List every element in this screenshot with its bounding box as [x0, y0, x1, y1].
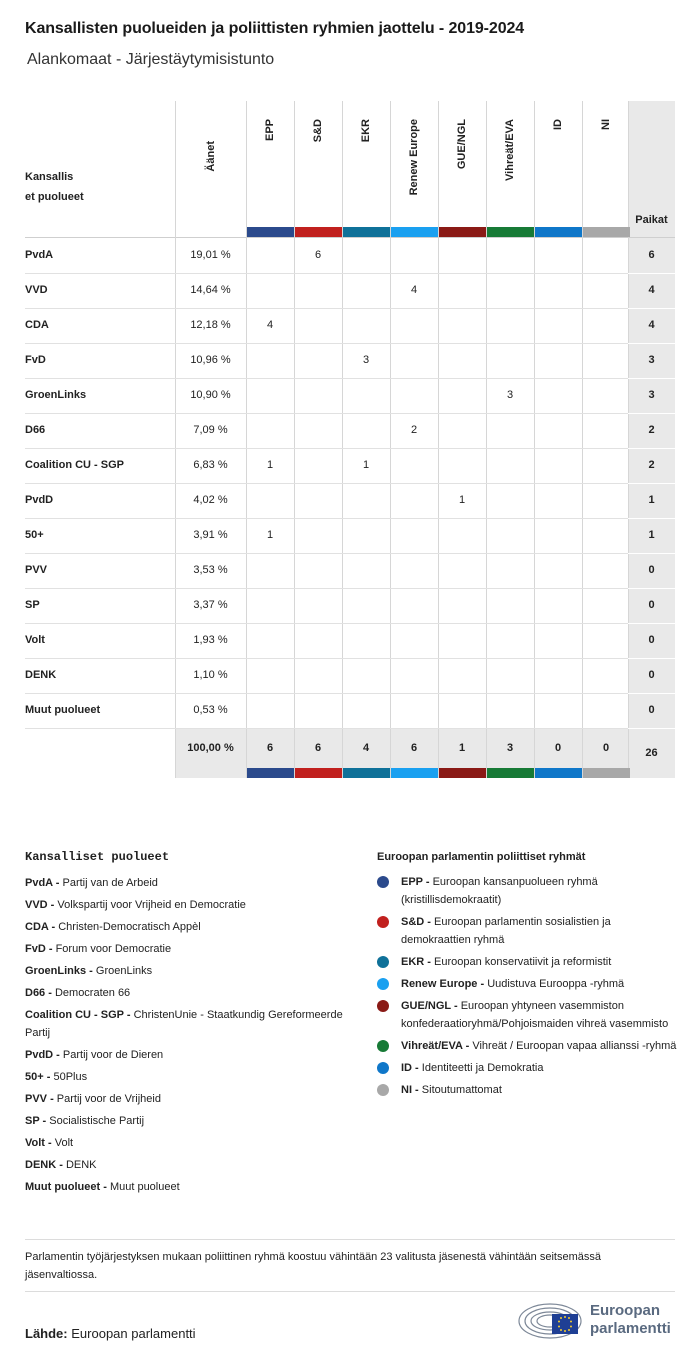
group-color-strip [535, 768, 582, 778]
group-color-strip [343, 768, 390, 778]
total-seats: 0 [648, 704, 655, 716]
group-column-header: NI [600, 119, 612, 130]
total-seats: 1 [648, 494, 655, 506]
group-full-name: Vihreät / Euroopan vapaa allianssi -ryhmä [472, 1040, 677, 1052]
party-name: CDA [25, 319, 49, 331]
table-row [25, 518, 675, 553]
national-legend-item [25, 1178, 345, 1196]
party-name: D66 [25, 424, 46, 436]
total-seats: 2 [648, 459, 655, 471]
table-row [25, 588, 675, 623]
party-name: Coalition CU - SGP [25, 459, 124, 471]
groups-legend-title: Euroopan parlamentin poliittiset ryhmät [377, 851, 586, 863]
group-abbreviation: EPP - [401, 876, 430, 888]
source-label: Lähde: [25, 1326, 68, 1341]
vote-share: 1,93 % [193, 634, 228, 646]
group-color-dot-icon [377, 916, 389, 928]
table-row [25, 343, 675, 378]
party-name: Volt [25, 634, 45, 646]
vote-share: 10,96 % [190, 354, 231, 366]
party-full-name: GroenLinks [95, 965, 153, 977]
group-total-cell: 6 [410, 742, 418, 754]
logo-line-2: parlamentti [590, 1320, 671, 1337]
party-abbreviation: CDA - [25, 921, 56, 933]
party-name: PvdA [25, 249, 54, 261]
vote-share: 1,10 % [193, 669, 228, 681]
group-total-cell: 1 [458, 742, 466, 754]
group-total-cell: 6 [314, 742, 322, 754]
total-seats: 4 [648, 284, 655, 296]
national-legend-title: Kansalliset puolueet [25, 850, 170, 864]
group-abbreviation: ID - [401, 1062, 419, 1074]
party-name: FvD [25, 354, 46, 366]
divider [25, 1239, 675, 1240]
total-seats: 0 [648, 564, 655, 576]
group-legend-item [377, 913, 677, 949]
vote-share: 19,01 % [190, 249, 231, 261]
national-legend-item [25, 1006, 345, 1042]
vote-share: 14,64 % [190, 284, 231, 296]
national-parties-legend [25, 850, 345, 1200]
table-row [25, 448, 675, 483]
seat-count-cell: 2 [410, 424, 418, 436]
party-name: DENK [25, 669, 57, 681]
source-line [25, 1326, 196, 1341]
group-full-name: Sitoutumattomat [421, 1084, 502, 1096]
group-abbreviation: EKR - [401, 956, 431, 968]
seat-count-cell: 4 [266, 319, 274, 331]
table-row [25, 693, 675, 728]
group-color-strip [487, 768, 534, 778]
group-full-name: Uudistuva Eurooppa -ryhmä [487, 978, 625, 990]
group-color-strip [391, 227, 438, 237]
logo-line-1: Euroopan [590, 1302, 660, 1319]
national-legend-item [25, 1090, 345, 1108]
european-parliament-logo [518, 1302, 678, 1340]
group-abbreviation: S&D - [401, 916, 431, 928]
table-row [25, 553, 675, 588]
party-abbreviation: VVD - [25, 899, 55, 911]
group-color-dot-icon [377, 1062, 389, 1074]
table-row [25, 623, 675, 658]
group-legend-item [377, 953, 677, 971]
page-subtitle: Alankomaat - Järjestäytymisistunto [27, 51, 275, 68]
vote-share: 7,09 % [193, 424, 228, 436]
party-abbreviation: Muut puolueet - [25, 1181, 107, 1193]
group-color-strip [487, 227, 534, 237]
group-legend-item [377, 975, 677, 993]
divider [25, 1291, 675, 1292]
total-seats: 0 [648, 599, 655, 611]
party-full-name: DENK [65, 1159, 97, 1171]
vote-share: 0,53 % [193, 704, 228, 716]
group-total-cell: 4 [362, 742, 370, 754]
total-seats: 0 [648, 634, 655, 646]
table-row [25, 413, 675, 448]
seat-count-cell: 3 [362, 354, 370, 366]
group-color-strip [439, 227, 486, 237]
total-seats: 6 [648, 249, 655, 261]
party-full-name: Volt [54, 1137, 74, 1149]
table-row [25, 378, 675, 413]
parties-column-header: Kansallis et puolueet [25, 171, 84, 203]
vote-share: 12,18 % [190, 319, 231, 331]
table-row [25, 483, 675, 518]
group-full-name: Euroopan parlamentin sosialistien ja demokraattien ryhmä [401, 916, 611, 946]
total-seats: 2 [648, 424, 655, 436]
vote-share: 4,02 % [193, 494, 228, 506]
group-color-dot-icon [377, 1000, 389, 1012]
table-row [25, 273, 675, 308]
political-groups-legend [377, 851, 677, 1103]
national-legend-item [25, 962, 345, 980]
group-column-header: GUE/NGL [456, 119, 468, 170]
group-column-header: S&D [312, 119, 324, 143]
total-seats: 0 [648, 669, 655, 681]
party-full-name: Christen-Democratisch Appèl [58, 921, 201, 933]
group-legend-item [377, 1059, 677, 1077]
total-vote-share: 100,00 % [187, 742, 234, 754]
group-abbreviation: GUE/NGL - [401, 1000, 458, 1012]
group-total-cell: 3 [506, 742, 514, 754]
group-total-cell: 6 [266, 742, 274, 754]
national-legend-item [25, 1112, 345, 1130]
total-seats: 4 [648, 319, 655, 331]
distribution-table [25, 101, 675, 778]
vote-share: 3,53 % [193, 564, 228, 576]
party-full-name: Democraten 66 [54, 987, 131, 999]
group-legend-item [377, 1081, 677, 1099]
national-legend-item [25, 874, 345, 892]
table-row [25, 308, 675, 343]
group-color-dot-icon [377, 956, 389, 968]
group-full-name: Euroopan yhtyneen vasemmiston konfederaatioryhmä/Pohjoismaiden vihreä vasemmisto [401, 1000, 669, 1030]
national-legend-item [25, 1134, 345, 1152]
party-name: PvdD [25, 494, 54, 506]
vote-share: 3,91 % [193, 529, 228, 541]
group-color-strip [247, 227, 294, 237]
party-full-name: Partij van de Arbeid [62, 877, 158, 889]
party-abbreviation: PVV - [25, 1093, 54, 1105]
group-column-header: Renew Europe [408, 119, 420, 196]
party-full-name: Socialistische Partij [49, 1115, 145, 1127]
table-row [25, 658, 675, 693]
national-legend-item [25, 984, 345, 1002]
group-color-strip [295, 768, 342, 778]
group-color-dot-icon [377, 1084, 389, 1096]
seats-column-header: Paikat [635, 214, 668, 226]
total-seats: 1 [648, 529, 655, 541]
party-name: PVV [25, 564, 48, 576]
total-seats: 3 [648, 389, 655, 401]
seat-count-cell: 1 [458, 494, 466, 506]
grand-total-seats: 26 [645, 747, 658, 759]
parliament-hemicycle-icon [518, 1302, 588, 1340]
national-legend-item [25, 940, 345, 958]
seat-count-cell: 1 [266, 459, 274, 471]
votes-column-header: Äänet [204, 141, 217, 172]
vote-share: 3,37 % [193, 599, 228, 611]
party-full-name: Forum voor Democratie [55, 943, 172, 955]
group-column-header: Vihreät/EVA [504, 119, 516, 181]
party-name: 50+ [25, 529, 44, 541]
group-column-header: EKR [360, 119, 372, 143]
group-column-header: EPP [264, 119, 276, 142]
group-total-cell: 0 [554, 742, 562, 754]
party-name: SP [25, 599, 40, 611]
group-full-name: Identiteetti ja Demokratia [421, 1062, 544, 1074]
party-name: Muut puolueet [25, 704, 101, 716]
group-color-dot-icon [377, 978, 389, 990]
seat-count-cell: 3 [506, 389, 514, 401]
party-abbreviation: D66 - [25, 987, 52, 999]
footnote: Parlamentin työjärjestyksen mukaan poliittinen ryhmä koostuu vähintään 23 valitusta jäsenestä vähintään seitsemässä jäsenvaltiossa. [25, 1251, 601, 1281]
page-title: Kansallisten puolueiden ja poliittisten ryhmien jaottelu - 2019-2024 [25, 20, 525, 37]
party-abbreviation: DENK - [25, 1159, 63, 1171]
group-color-strip [343, 227, 390, 237]
total-seats: 3 [648, 354, 655, 366]
party-full-name: Volkspartij voor Vrijheid en Democratie [57, 899, 246, 911]
group-legend-item [377, 873, 677, 909]
group-color-strip [247, 768, 294, 778]
seat-count-cell: 6 [314, 249, 322, 261]
party-full-name: ChristenUnie - Staatkundig Gereformeerde Partij [25, 1009, 343, 1039]
group-color-strip [535, 227, 582, 237]
group-abbreviation: NI - [401, 1084, 419, 1096]
seat-count-cell: 1 [362, 459, 370, 471]
party-abbreviation: SP - [25, 1115, 47, 1127]
party-abbreviation: GroenLinks - [25, 965, 93, 977]
party-name: GroenLinks [25, 389, 87, 401]
group-color-strip [391, 768, 438, 778]
group-full-name: Euroopan konservatiivit ja reformistit [434, 956, 612, 968]
group-column-header: ID [552, 119, 564, 130]
party-abbreviation: PvdD - [25, 1049, 60, 1061]
vote-share: 6,83 % [193, 459, 228, 471]
party-abbreviation: PvdA - [25, 877, 60, 889]
party-full-name: 50Plus [53, 1071, 88, 1083]
group-color-strip [439, 768, 486, 778]
group-abbreviation: Vihreät/EVA - [401, 1040, 470, 1052]
group-legend-item [377, 997, 677, 1033]
group-color-strip [583, 768, 630, 778]
group-color-dot-icon [377, 876, 389, 888]
vote-share: 10,90 % [190, 389, 231, 401]
national-legend-item [25, 1068, 345, 1086]
group-legend-item [377, 1037, 677, 1055]
national-legend-item [25, 918, 345, 936]
national-legend-item [25, 1156, 345, 1174]
group-abbreviation: Renew Europe - [401, 978, 485, 990]
group-color-strip [295, 227, 342, 237]
party-abbreviation: FvD - [25, 943, 53, 955]
party-full-name: Partij voor de Vrijheid [56, 1093, 161, 1105]
group-color-strip [583, 227, 630, 237]
national-legend-item [25, 1046, 345, 1064]
national-legend-item [25, 896, 345, 914]
party-abbreviation: 50+ - [25, 1071, 51, 1083]
seat-count-cell: 1 [266, 529, 274, 541]
group-full-name: Euroopan kansanpuolueen ryhmä (kristillisdemokraatit) [401, 876, 598, 906]
party-full-name: Partij voor de Dieren [62, 1049, 164, 1061]
table-row [25, 238, 675, 273]
group-total-cell: 0 [602, 742, 610, 754]
party-abbreviation: Coalition CU - SGP - [25, 1009, 131, 1021]
totals-row [25, 728, 675, 768]
group-color-dot-icon [377, 1040, 389, 1052]
party-full-name: Muut puolueet [109, 1181, 180, 1193]
seat-count-cell: 4 [410, 284, 418, 296]
party-name: VVD [25, 284, 48, 296]
party-abbreviation: Volt - [25, 1137, 52, 1149]
source-value: Euroopan parlamentti [71, 1326, 196, 1341]
